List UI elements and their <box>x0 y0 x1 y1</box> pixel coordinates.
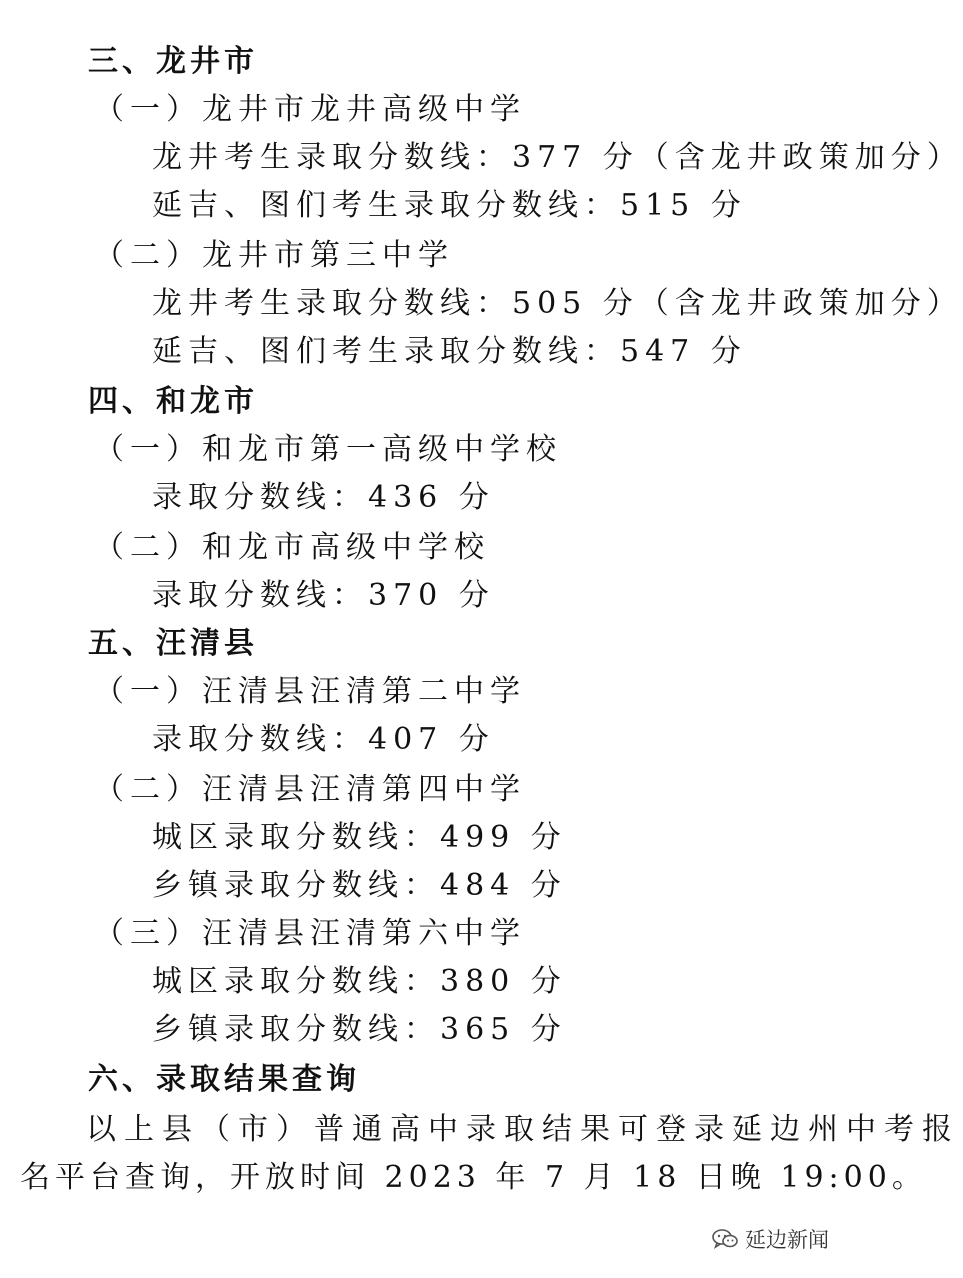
watermark <box>711 1222 829 1256</box>
query-paragraph-line: 以上县（市）普通高中录取结果可登录延边州中考报 <box>86 1112 960 1147</box>
section-title-helong: 四、和龙市 <box>88 384 258 419</box>
score-line: 延吉、图们考生录取分数线：515 分 <box>152 188 747 223</box>
section-title-longjing: 三、龙井市 <box>88 44 258 79</box>
score-line: 乡镇录取分数线：365 分 <box>152 1012 567 1047</box>
score-line: 乡镇录取分数线：484 分 <box>152 868 567 903</box>
school-name-helong-no1: （一）和龙市第一高级中学校 <box>94 432 562 467</box>
school-name-wangqing-no4: （二）汪清县汪清第四中学 <box>94 772 526 807</box>
wechat-icon <box>711 1228 739 1250</box>
score-line: 龙井考生录取分数线：377 分（含龙井政策加分） <box>152 140 963 175</box>
score-line: 城区录取分数线：380 分 <box>152 964 567 999</box>
school-name-longjing-no3: （二）龙井市第三中学 <box>94 238 454 273</box>
score-line: 录取分数线：370 分 <box>152 578 495 613</box>
school-name-wangqing-no2: （一）汪清县汪清第二中学 <box>94 674 526 709</box>
section-title-query: 六、录取结果查询 <box>88 1062 360 1097</box>
query-paragraph-line: 名平台查询，开放时间 2023 年 7 月 18 日晚 19:00。 <box>20 1160 927 1195</box>
score-line: 龙井考生录取分数线：505 分（含龙井政策加分） <box>152 286 963 321</box>
school-name-wangqing-no6: （三）汪清县汪清第六中学 <box>94 916 526 951</box>
school-name-helong-high: （二）和龙市高级中学校 <box>94 530 490 565</box>
score-line: 延吉、图们考生录取分数线：547 分 <box>152 334 747 369</box>
watermark-text: 延边新闻 <box>745 1228 829 1252</box>
section-title-wangqing: 五、汪清县 <box>88 626 258 661</box>
score-line: 录取分数线：436 分 <box>152 480 495 515</box>
school-name-longjing-high: （一）龙井市龙井高级中学 <box>94 92 526 127</box>
score-line: 录取分数线：407 分 <box>152 722 495 757</box>
score-line: 城区录取分数线：499 分 <box>152 820 567 855</box>
